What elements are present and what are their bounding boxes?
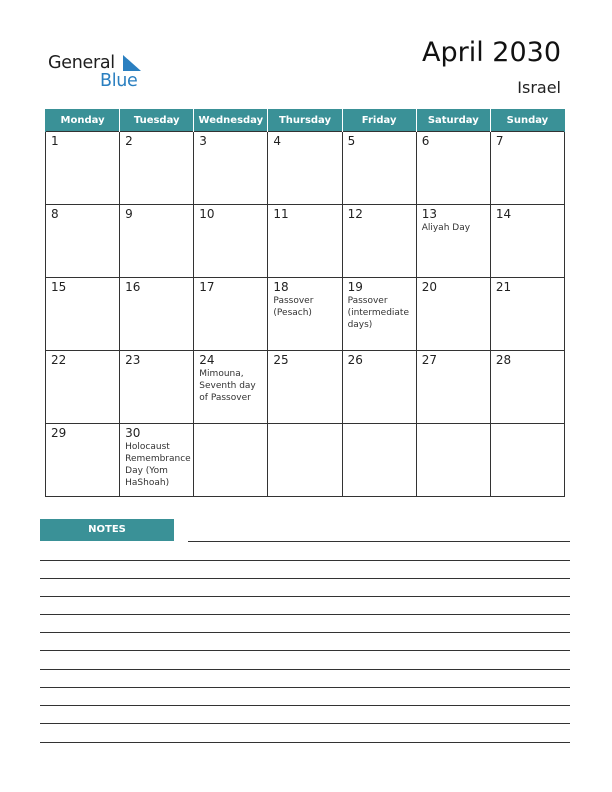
logo-text-blue: Blue: [100, 71, 138, 91]
calendar-day-cell: [46, 351, 120, 424]
day-number: 15: [51, 280, 67, 294]
day-number: 1: [51, 134, 59, 148]
day-cell-content: [46, 351, 119, 370]
notes-line: [188, 541, 570, 542]
weekday-thursday: Thursday: [268, 109, 342, 132]
notes-line: [40, 632, 570, 633]
calendar-day-cell: [490, 132, 564, 205]
notes-line: [40, 705, 570, 706]
day-cell-content: [46, 205, 119, 224]
day-cell-content: [120, 205, 193, 224]
calendar-day-cell: [120, 132, 194, 205]
calendar-day-cell: [268, 132, 342, 205]
country-label: Israel: [517, 78, 561, 97]
day-number: 7: [495, 134, 504, 148]
calendar-day-cell: [194, 205, 268, 278]
calendar-grid: [45, 109, 565, 497]
weekday-monday: Monday: [46, 109, 120, 132]
day-cell-content: [343, 351, 416, 370]
notes-line: [40, 669, 570, 670]
notes-line: [40, 560, 570, 561]
weekday-saturday: Saturday: [416, 109, 490, 132]
notes-label: NOTES: [40, 519, 174, 541]
weekday-tuesday: Tuesday: [120, 109, 194, 132]
calendar-day-cell: [194, 424, 268, 497]
day-cell-content: [417, 424, 490, 429]
notes-line: [40, 687, 570, 688]
calendar-day-cell: [120, 351, 194, 424]
day-cell-content: [417, 205, 490, 236]
calendar-day-cell: [46, 132, 120, 205]
day-number: 5: [347, 134, 356, 148]
calendar-day-cell: [416, 424, 490, 497]
day-cell-content: [268, 351, 341, 370]
day-cell-content: [343, 424, 416, 429]
calendar-day-cell: [416, 205, 490, 278]
day-number: 6: [421, 134, 430, 148]
day-cell-content: [491, 132, 564, 151]
calendar-day-cell: [490, 278, 564, 351]
calendar-day-cell: [46, 205, 120, 278]
day-number: 30: [125, 426, 141, 440]
calendar-day-cell: [46, 424, 120, 497]
day-cell-content: [268, 424, 341, 429]
day-cell-content: [194, 424, 267, 429]
calendar-day-cell: [120, 205, 194, 278]
day-number: 10: [199, 207, 215, 221]
day-cell-content: [268, 205, 341, 224]
day-number: 24: [199, 353, 215, 367]
notes-line: [40, 596, 570, 597]
day-cell-content: [120, 351, 193, 370]
day-number: 23: [125, 353, 141, 367]
calendar-week-row: [46, 351, 565, 424]
day-number: 4: [273, 134, 282, 148]
day-number: 19: [347, 280, 363, 294]
calendar-day-cell: [194, 351, 268, 424]
day-cell-content: [268, 132, 341, 151]
day-number: 9: [125, 207, 133, 221]
weekday-wednesday: Wednesday: [194, 109, 268, 132]
day-number: 20: [421, 280, 437, 294]
calendar-day-cell: [194, 132, 268, 205]
calendar-day-cell: [490, 205, 564, 278]
calendar-day-cell: [46, 278, 120, 351]
holiday-label: Aliyah Day: [421, 223, 471, 233]
day-number: 16: [125, 280, 141, 294]
day-cell-content: [46, 424, 119, 443]
calendar-week-row: [46, 424, 565, 497]
day-cell-content: [491, 278, 564, 297]
calendar-day-cell: [342, 278, 416, 351]
calendar-day-cell: [416, 278, 490, 351]
page-title: April 2030: [421, 37, 561, 68]
calendar-day-cell: [268, 351, 342, 424]
holiday-label: Passover (intermediate days): [347, 296, 409, 330]
day-number: 12: [347, 207, 363, 221]
day-number: 13: [421, 207, 437, 221]
calendar-day-cell: [342, 351, 416, 424]
calendar-day-cell: [194, 278, 268, 351]
calendar-day-cell: [416, 132, 490, 205]
day-cell-content: [417, 132, 490, 151]
calendar-week-row: [46, 132, 565, 205]
day-number: 2: [125, 134, 133, 148]
day-cell-content: [417, 278, 490, 297]
calendar-day-cell: [268, 424, 342, 497]
day-number: 17: [199, 280, 215, 294]
day-cell-content: [194, 132, 267, 151]
day-cell-content: [343, 278, 416, 333]
calendar-day-cell: [120, 424, 194, 497]
holiday-label: Passover (Pesach): [273, 296, 314, 318]
day-number: 29: [51, 426, 67, 440]
day-number: 8: [51, 207, 59, 221]
holiday-label: Holocaust Remembrance Day (Yom HaShoah): [125, 442, 191, 488]
day-number: 28: [495, 353, 512, 367]
calendar-day-cell: [120, 278, 194, 351]
day-cell-content: [194, 278, 267, 297]
calendar-day-cell: [342, 424, 416, 497]
day-number: 22: [51, 353, 67, 367]
day-cell-content: [46, 278, 119, 297]
day-cell-content: [491, 205, 564, 224]
calendar-day-cell: [268, 205, 342, 278]
weekday-sunday: Sunday: [490, 109, 564, 132]
calendar-day-cell: [268, 278, 342, 351]
day-cell-content: [343, 205, 416, 224]
holiday-label: Mimouna, Seventh day of Passover: [199, 369, 256, 403]
calendar-week-row: [46, 205, 565, 278]
day-cell-content: [120, 132, 193, 151]
notes-line: [40, 723, 570, 724]
day-number: 3: [199, 134, 207, 148]
notes-line: [40, 578, 570, 579]
day-cell-content: [268, 278, 341, 321]
calendar-day-cell: [342, 205, 416, 278]
notes-line: [40, 650, 570, 651]
day-number: 14: [495, 207, 512, 221]
day-cell-content: [120, 424, 193, 491]
calendar-day-cell: [490, 351, 564, 424]
day-number: 27: [421, 353, 437, 367]
day-number: 26: [347, 353, 363, 367]
calendar-day-cell: [490, 424, 564, 497]
logo-triangle-icon: [121, 55, 143, 73]
day-number: 18: [273, 280, 289, 294]
day-cell-content: [194, 205, 267, 224]
day-cell-content: [194, 351, 267, 406]
notes-line: [40, 742, 570, 743]
logo-text-general: General: [48, 53, 115, 73]
weekday-friday: Friday: [342, 109, 416, 132]
logo: [48, 53, 158, 93]
day-cell-content: [417, 351, 490, 370]
day-cell-content: [46, 132, 119, 151]
day-number: 25: [273, 353, 289, 367]
day-cell-content: [120, 278, 193, 297]
calendar-day-cell: [416, 351, 490, 424]
day-cell-content: [491, 424, 564, 429]
day-cell-content: [491, 351, 564, 370]
weekday-header-row: [46, 109, 565, 132]
day-cell-content: [343, 132, 416, 151]
notes-line: [40, 614, 570, 615]
calendar-week-row: [46, 278, 565, 351]
day-number: 11: [273, 207, 289, 221]
day-number: 21: [495, 280, 512, 294]
calendar-day-cell: [342, 132, 416, 205]
